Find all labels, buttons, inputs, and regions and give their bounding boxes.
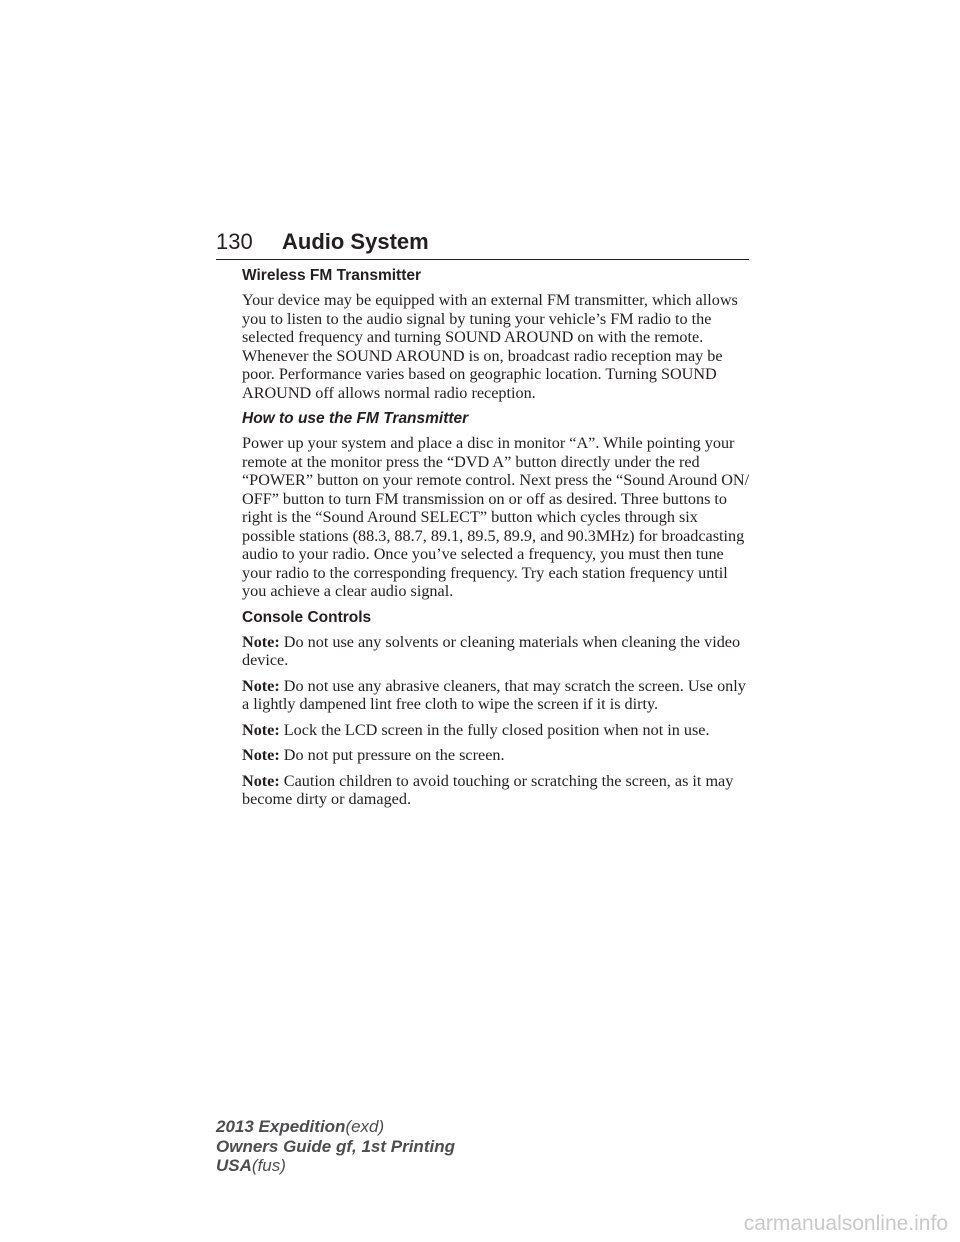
wireless-fm-body: Your device may be equipped with an external FM transmitter, which allows you to listen to the audio signal by tuning your vehicle’s FM radio to the selected frequency and turning SOUND AROUND on with the remote. Whenever the SOUND AROUND is on, broadcast radio reception may be poor. Performance varies based on geographic location. Turning SOUND AROUND off allows normal radio reception. — [242, 291, 738, 402]
console-controls-heading: Console Controls — [242, 608, 372, 626]
note-label: Note: — [242, 676, 280, 695]
note-label: Note: — [242, 720, 280, 739]
note-paragraph — [242, 772, 752, 809]
note-label: Note: — [242, 632, 280, 651]
footer-market-code: (fus) — [251, 1156, 286, 1175]
print-footer — [216, 1117, 455, 1176]
fm-transmitter-howto-body: Power up your system and place a disc in monitor “A”. While pointing your remote at the monitor press the “DVD A” button directly under the red “POWER” button on your remote control. Next press the “Sound Around ON/ OFF” button to turn FM transmission on or off as desired. Three buttons to right is the “Sound Around SELECT” button which cycles through six possible stations (88.3, 88.7, 89.1, 89.5, 89.9, and 90.3MHz) for broadcasting audio to your radio. Once you’ve selected a frequency, you must then tune your radio to the corresponding frequency. Try each station frequency until you achieve a clear audio signal. — [242, 434, 750, 600]
footer-model-line — [216, 1117, 455, 1137]
note-label: Note: — [242, 746, 280, 764]
note-paragraph — [242, 633, 752, 670]
note-label: Note: — [242, 771, 280, 790]
note-paragraph — [242, 721, 752, 740]
wireless-fm-heading: Wireless FM Transmitter — [242, 267, 422, 284]
note-text: Caution children to avoid touching or scratching the screen, as it may become dirty or damaged. — [242, 771, 734, 808]
page-number: 130 — [216, 229, 253, 254]
section-title: Audio System — [282, 229, 429, 254]
watermark-link[interactable]: carmanualsonline.info — [743, 1212, 948, 1235]
footer-model: 2013 Expedition — [216, 1117, 346, 1136]
note-text: Do not use any abrasive cleaners, that may scratch the screen. Use only a lightly dampened lint free cloth to wipe the screen if it is dirty. — [242, 676, 746, 713]
note-paragraph — [242, 677, 752, 714]
footer-market: USA — [216, 1156, 252, 1175]
note-text: Do not use any solvents or cleaning materials when cleaning the video device. — [242, 632, 741, 669]
note-paragraph — [242, 746, 752, 765]
note-text: Lock the LCD screen in the fully closed position when not in use. — [283, 720, 710, 739]
note-text: Do not put pressure on the screen. — [283, 746, 505, 764]
page-content — [242, 266, 752, 816]
page-header — [216, 229, 749, 260]
footer-guide-line: Owners Guide gf, 1st Printing — [216, 1136, 455, 1156]
footer-model-code: (exd) — [345, 1117, 385, 1136]
fm-transmitter-howto-heading: How to use the FM Transmitter — [242, 410, 469, 427]
footer-market-line — [216, 1156, 455, 1176]
